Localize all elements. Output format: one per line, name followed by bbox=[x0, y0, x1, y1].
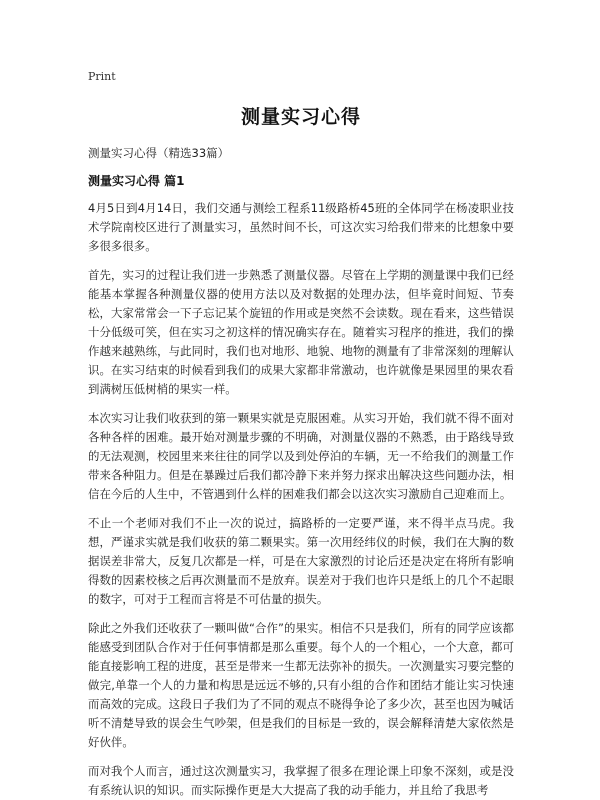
paragraph-1: 4月5日到4月14日，我们交通与测绘工程系11级路桥45班的全体同学在杨凌职业技术学院南校区进行了测量实习，虽然时间不长，可这次实习给我们带来的比想象中要多很多很多。 bbox=[88, 201, 514, 253]
paragraph-4: 不止一个老师对我们不止一次的说过，搞路桥的一定要严谨，来不得半点马虎。我想，严谨求实就是我们收获的第二颗果实。第一次用经纬仪的时候，我们在大胸的数据误差非常大，反复几次都是一样，可是在大家激烈的讨论后还是决定在将所有影响得数的因素校核之后再次测量而不是放弃。误差对于我们也许只是纸上的几个不起眼的数字，可对于工程而言将是不可估量的损失。 bbox=[88, 516, 514, 606]
document-subtitle: 测量实习心得（精选33篇） bbox=[88, 146, 230, 160]
document-title: 测量实习心得 bbox=[240, 106, 361, 128]
paragraph-6: 而对我个人而言，通过这次测量实习，我掌握了很多在理论课上印象不深刻，或是没有系统认识的知识。而实际操作更是大大提高了我的动手能力，并且给了我思考 bbox=[88, 764, 514, 797]
paragraph-5: 除此之外我们还收获了一颗叫做“合作”的果实。相信不只是我们，所有的同学应该都能感受到团队合作对于任何事情都是那么重要。每个人的一个粗心，一个大意，都可能直接影响工程的进度，甚至是带来一生都无法弥补的损失。一次测量实习要完整的做完,单靠一个人的力量和构思是远远不够的,只有小组的合作和团结才能让实习快速而高效的完成。这段日子我们为了不同的观点不晓得争论了多少次，甚至也因为喊话听不清楚导致的误会生气吵架，但是我们的目标是一致的，误会解释清楚大家依然是好伙伴。 bbox=[88, 621, 514, 749]
paragraph-3: 本次实习让我们收获到的第一颗果实就是克服困难。从实习开始，我们就不得不面对各种各样的困难。最开始对测量步骤的不明确，对测量仪器的不熟悉，由于路线导致的无法观测，校园里来来往往的同学以及到处停泊的车辆，无一不给我们的测量工作带来各种阻力。但是在暴躁过后我们都冷静下来并努力探求出解决这些问题办法，相信在今后的人生中，不管遇到什么样的困难我们都会以这次实习激励自己迎难而上。 bbox=[88, 411, 514, 501]
paragraph-2: 首先，实习的过程让我们进一步熟悉了测量仪器。尽管在上学期的测量课中我们已经能基本掌握各种测量仪器的使用方法以及对数据的处理办法，但毕竟时间短、节奏松，大家常常会一下子忘记某个旋钮的作用或是突然不会读数。现在看来，这些错误十分低级可笑，但在实习之初这样的情况确实存在。随着实习程序的推进，我们的操作越来越熟练，与此同时，我们也对地形、地貌、地物的测量有了非常深刻的理解认识。在实习结束的时候看到我们的成果大家都非常激动，也许就像是果园里的果农看到满树压低树梢的果实一样。 bbox=[88, 268, 514, 396]
section-heading: 测量实习心得 篇1 bbox=[88, 174, 185, 188]
print-label: Print bbox=[88, 70, 116, 83]
